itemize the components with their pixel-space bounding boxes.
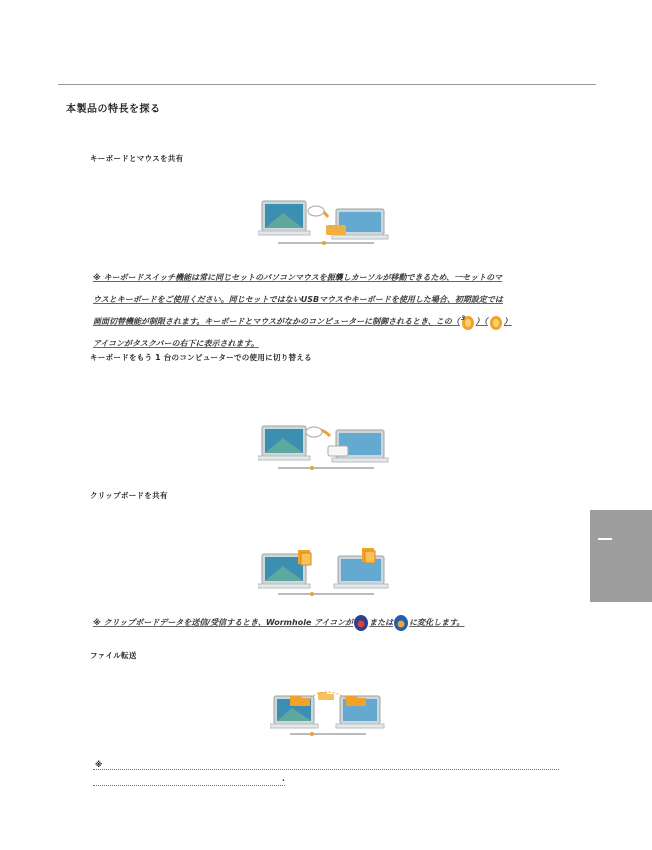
keyboard-illustration (326, 225, 346, 235)
note-file-line (93, 768, 559, 770)
note-text: 画面切替機能が制限されます。キーボードとマウスがなかのコンピューターに制御されるとき、この（ (93, 317, 460, 326)
header-rule (58, 84, 596, 85)
side-tab-mark (598, 538, 612, 540)
laptop-left-illustration (258, 426, 310, 460)
heading-clipboard: クリップボードを共有 (90, 491, 168, 500)
laptop-right-illustration (334, 556, 388, 588)
note-file-end: . (282, 774, 286, 783)
folder-icon (318, 692, 334, 700)
figure-file-transfer (270, 688, 386, 740)
note-file-line (93, 784, 285, 786)
heading-switch-keyboard: キーボードをもう 1 台のコンピューターでの使用に切り替える (90, 353, 312, 362)
wormhole-send-icon (353, 614, 369, 632)
note-text: ※ クリップボードデータを送信/受信するとき、Wormhole アイコンが (93, 618, 354, 627)
side-tab (590, 510, 652, 602)
clipboard-document-icon (298, 550, 311, 565)
keyboard-illustration (328, 446, 348, 456)
note-line (93, 311, 561, 333)
keyboard-mouse-status-icon (460, 313, 476, 331)
note-file-mark: ※ (95, 760, 103, 769)
note-line: ウスとキーボードをご使用ください。同じセットではないUSBマウスやキーボードを使用した場合、初期設定では (93, 295, 503, 304)
wormhole-receive-icon (393, 614, 409, 632)
heading-share-keyboard-mouse: キーボードとマウスを共有 (90, 154, 184, 163)
svg-text:3: 3 (460, 314, 465, 322)
figure-switch-keyboard (258, 420, 394, 472)
figure-share-keyboard-mouse (258, 195, 394, 247)
note-line (93, 612, 561, 634)
heading-file-transfer: ファイル転送 (90, 651, 137, 660)
note-clipboard (93, 612, 561, 634)
note-text: ） (503, 317, 512, 326)
clipboard-document-icon (362, 548, 375, 563)
note-text: または (369, 618, 394, 627)
figure-clipboard (258, 548, 394, 598)
note-line: ※ キーボードスイッチ機能は常に同じセットのパソコンマウスを振襲しカーソルが移動できるため、一セットのマ (93, 273, 503, 282)
note-keyboard-mouse (93, 267, 561, 355)
note-text: ）（ (475, 317, 488, 326)
note-text: アイコンがタスクバーの右下に表示されます。 (93, 339, 259, 348)
keyboard-status-icon (488, 313, 504, 331)
section-title: 本製品の特長を探る (66, 104, 161, 115)
laptop-left-illustration (258, 201, 310, 235)
note-text: に変化します。 (409, 618, 465, 627)
